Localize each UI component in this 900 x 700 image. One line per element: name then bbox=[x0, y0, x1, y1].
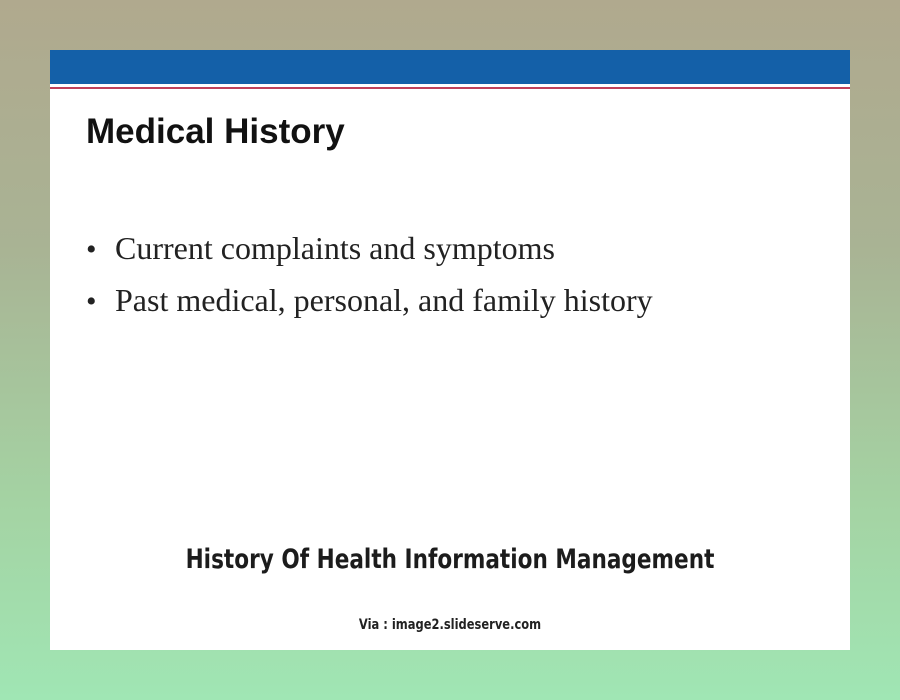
slide-header-bar bbox=[50, 50, 850, 84]
image-source-credit: Via : image2.slideserve.com bbox=[358, 617, 542, 633]
bullet-text: Current complaints and symptoms bbox=[115, 230, 555, 266]
bullet-item bbox=[86, 282, 653, 334]
bullet-list bbox=[86, 230, 653, 334]
image-caption-title: History Of Health Information Management bbox=[185, 544, 715, 575]
slide-image bbox=[50, 50, 850, 540]
bullet-icon: • bbox=[86, 285, 97, 318]
image-card bbox=[50, 50, 850, 650]
bullet-item bbox=[86, 230, 653, 282]
bullet-text: Past medical, personal, and family history bbox=[115, 282, 653, 318]
slide-header-rule bbox=[50, 87, 850, 89]
slide-title: Medical History bbox=[86, 112, 345, 151]
bullet-icon: • bbox=[86, 233, 97, 266]
